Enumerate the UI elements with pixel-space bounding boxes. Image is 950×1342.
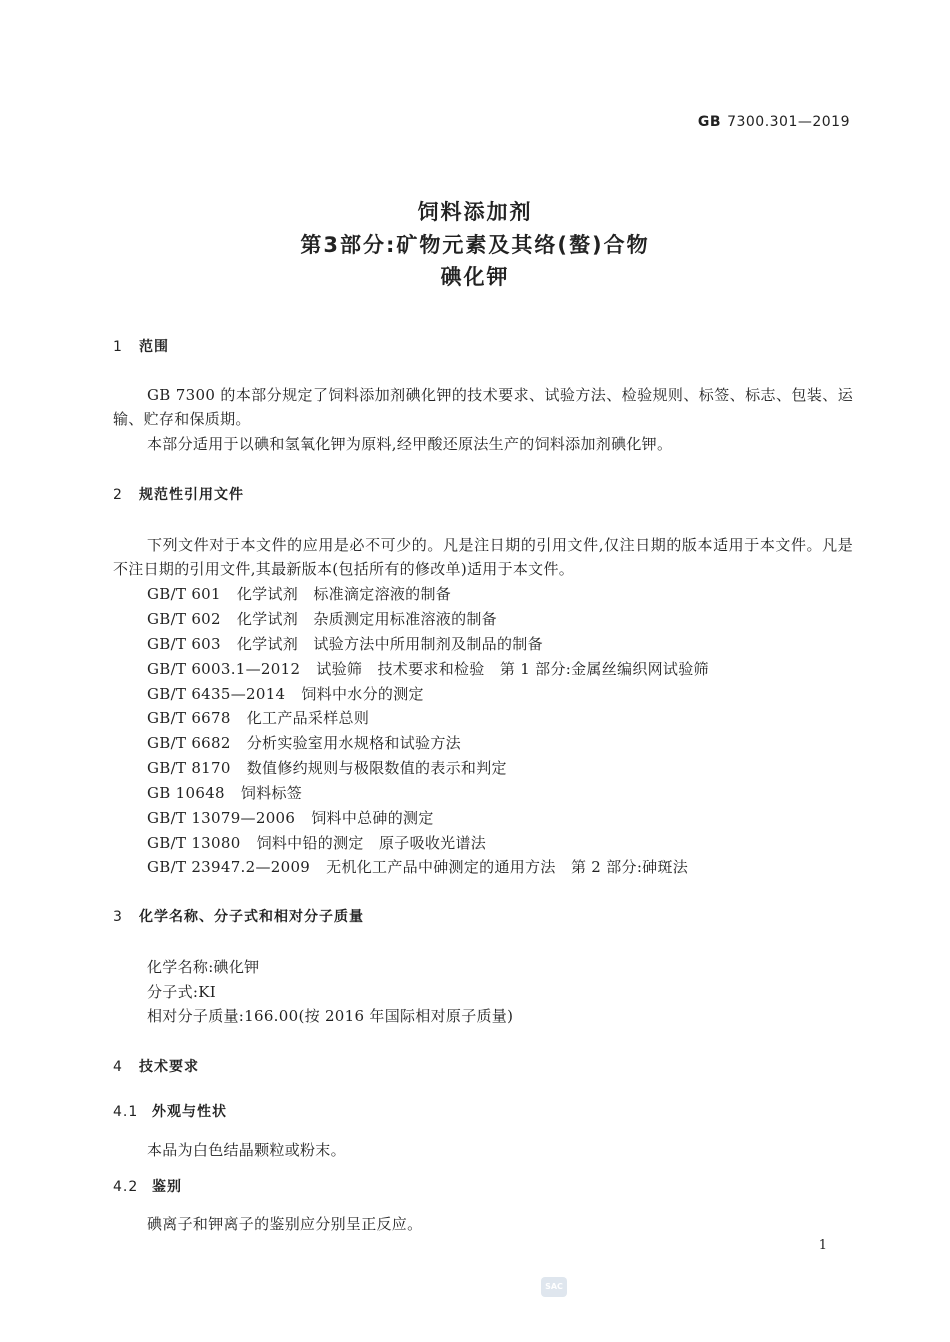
title-line-3: 碘化钾 (440, 265, 510, 289)
section-1-heading (113, 336, 169, 356)
reference-title: 数值修约规则与极限数值的表示和判定 (246, 759, 507, 777)
section-title: 技术要求 (139, 1059, 199, 1075)
section-4-1-heading (113, 1101, 227, 1121)
section-number: 4.1 (113, 1104, 139, 1120)
section-number: 2 (113, 487, 123, 503)
standard-code (698, 114, 850, 130)
reference-item (147, 856, 688, 877)
section-4-2-paragraph: 碘离子和钾离子的鉴别应分别呈正反应。 (147, 1215, 423, 1233)
section-1-paragraph-2: 本部分适用于以碘和氢氧化钾为原料,经甲酸还原法生产的饲料添加剂碘化钾。 (147, 435, 673, 453)
reference-code: GB/T 601 (147, 585, 221, 603)
reference-item (147, 832, 486, 853)
reference-title: 化学试剂 试验方法中所用制剂及制品的制备 (236, 635, 543, 653)
section-2-paragraph: 下列文件对于本文件的应用是必不可少的。凡是注日期的引用文件,仅注日期的版本适用于本文件。凡是不注日期的引用文件,其最新版本(包括所有的修改单)适用于本文件。 (113, 536, 853, 578)
standard-number: 7300.301—2019 (727, 114, 850, 130)
reference-item (147, 658, 709, 679)
section-number: 1 (113, 339, 123, 355)
reference-code: GB/T 23947.2—2009 (147, 858, 311, 876)
section-title: 规范性引用文件 (139, 487, 244, 503)
reference-title: 无机化工产品中砷测定的通用方法 第 2 部分:砷斑法 (326, 858, 689, 876)
section-1-paragraph-1: GB 7300 的本部分规定了饲料添加剂碘化钾的技术要求、试验方法、检验规则、标签、标志、包装、运输、贮存和保质期。 (113, 386, 853, 428)
standard-prefix: GB (697, 114, 722, 130)
section-title: 化学名称、分子式和相对分子质量 (139, 909, 364, 925)
reference-item (147, 807, 434, 828)
reference-code: GB/T 6003.1—2012 (147, 660, 301, 678)
chemical-name: 化学名称:碘化钾 (147, 958, 260, 976)
reference-title: 化学试剂 杂质测定用标准溶液的制备 (236, 610, 497, 628)
sac-logo-icon: SAC (541, 1277, 567, 1297)
reference-item (147, 683, 424, 704)
molecular-mass: 相对分子质量:166.00(按 2016 年国际相对原子质量) (147, 1007, 514, 1025)
reference-item (147, 633, 543, 654)
reference-item (147, 583, 451, 604)
section-2-heading (113, 484, 244, 504)
reference-title: 饲料中总砷的测定 (311, 809, 434, 827)
page-number: 1 (818, 1238, 827, 1253)
reference-title: 化工产品采样总则 (246, 709, 370, 727)
reference-item (147, 707, 369, 728)
reference-title: 分析实验室用水规格和试验方法 (246, 734, 461, 752)
title-line-1: 饲料添加剂 (417, 200, 533, 224)
reference-code: GB/T 6435—2014 (147, 685, 286, 703)
reference-item (147, 608, 497, 629)
reference-code: GB/T 13080 (147, 834, 241, 852)
reference-item (147, 782, 302, 803)
reference-code: GB/T 13079—2006 (147, 809, 296, 827)
reference-title: 饲料中水分的测定 (301, 685, 424, 703)
reference-title: 试验筛 技术要求和检验 第 1 部分:金属丝编织网试验筛 (316, 660, 709, 678)
reference-item (147, 732, 461, 753)
section-title: 鉴别 (152, 1179, 182, 1195)
section-title: 范围 (139, 339, 169, 355)
section-4-heading (113, 1056, 199, 1076)
reference-code: GB 10648 (147, 784, 225, 802)
section-4-2-heading (113, 1176, 182, 1196)
section-title: 外观与性状 (152, 1104, 227, 1120)
section-number: 3 (113, 909, 123, 925)
reference-title: 化学试剂 标准滴定溶液的制备 (236, 585, 452, 603)
reference-code: GB/T 6678 (147, 709, 231, 727)
reference-title: 饲料中铅的测定 原子吸收光谱法 (256, 834, 487, 852)
section-3-heading (113, 906, 364, 926)
reference-code: GB/T 6682 (147, 734, 231, 752)
reference-title: 饲料标签 (240, 784, 303, 802)
section-number: 4.2 (113, 1179, 139, 1195)
molecular-formula: 分子式:KI (147, 983, 216, 1001)
reference-item (147, 757, 507, 778)
section-number: 4 (113, 1059, 123, 1075)
title-line-2: 第3部分:矿物元素及其络(螯)合物 (300, 233, 650, 257)
reference-code: GB/T 8170 (147, 759, 231, 777)
reference-code: GB/T 603 (147, 635, 221, 653)
reference-code: GB/T 602 (147, 610, 221, 628)
section-4-1-paragraph: 本品为白色结晶颗粒或粉末。 (147, 1141, 346, 1159)
